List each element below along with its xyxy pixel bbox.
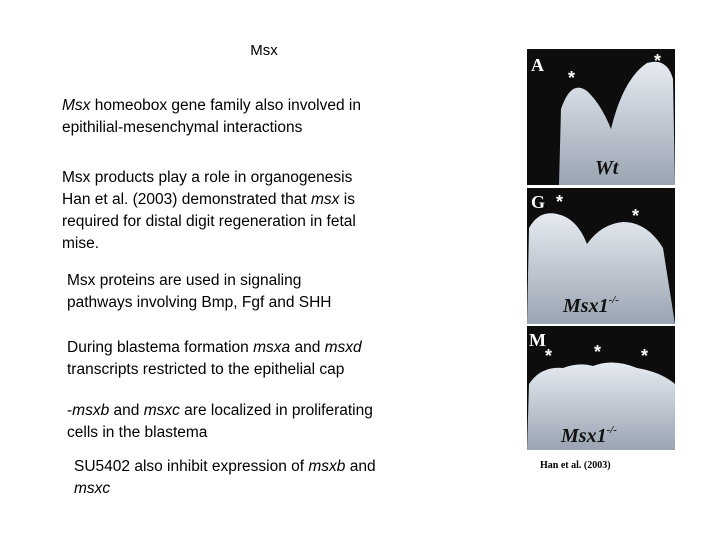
text-run: is required for distal digit regeneration in fetal mise. [62, 191, 356, 252]
paragraph-3 [67, 270, 331, 314]
text-run: Msx products play a role in organogenesis Han et al. (2003) demonstrated that [62, 169, 353, 208]
italic-term: msxb [72, 402, 110, 419]
italic-term: msxd [324, 339, 362, 356]
text-run: SU5402 also inhibit expression of [74, 458, 309, 475]
text-run: and [109, 402, 144, 419]
genotype-label: Msx1-/- [563, 294, 619, 317]
genotype-label: Wt [595, 157, 619, 179]
text-run: are localized in proliferating cells in the blastema [67, 402, 373, 441]
paragraph-5 [67, 400, 373, 444]
italic-term: msxb [308, 458, 346, 475]
text-run: transcripts restricted to the epithelial cap [67, 361, 345, 378]
panel-letter: A [531, 55, 544, 75]
panel-letter: M [529, 330, 546, 350]
text-run: During blastema formation [67, 339, 254, 356]
slide-title: Msx [250, 42, 278, 59]
asterisk: * [568, 68, 576, 88]
asterisk: * [654, 51, 662, 71]
text-run: homeobox gene family also involved in epithilial-mesenchymal interactions [62, 97, 361, 136]
genotype-label: Msx1-/- [561, 424, 617, 447]
asterisk: * [545, 346, 553, 366]
text-run: Msx proteins are used in signaling pathways involving Bmp, Fgf and SHH [67, 272, 332, 311]
text-run: - [67, 402, 73, 419]
italic-term: msxc [74, 480, 111, 497]
figure-panel-g [527, 188, 675, 324]
figure-caption: Han et al. (2003) [540, 460, 611, 471]
asterisk: * [594, 342, 602, 362]
italic-term: msx [311, 191, 340, 208]
text-run: and [290, 339, 325, 356]
panel-letter: G [531, 192, 546, 212]
asterisk: * [632, 206, 640, 226]
paragraph-2 [62, 167, 356, 255]
figure-panel-m [527, 326, 675, 450]
paragraph-4 [67, 337, 362, 381]
asterisk: * [556, 192, 564, 212]
italic-term: Msx [62, 97, 91, 114]
paragraph-6 [74, 456, 376, 500]
figure-panel-a [527, 49, 675, 185]
asterisk: * [641, 346, 649, 366]
text-run: and [349, 458, 376, 475]
paragraph-1 [62, 95, 361, 139]
italic-term: msxa [253, 339, 291, 356]
italic-term: msxc [143, 402, 180, 419]
